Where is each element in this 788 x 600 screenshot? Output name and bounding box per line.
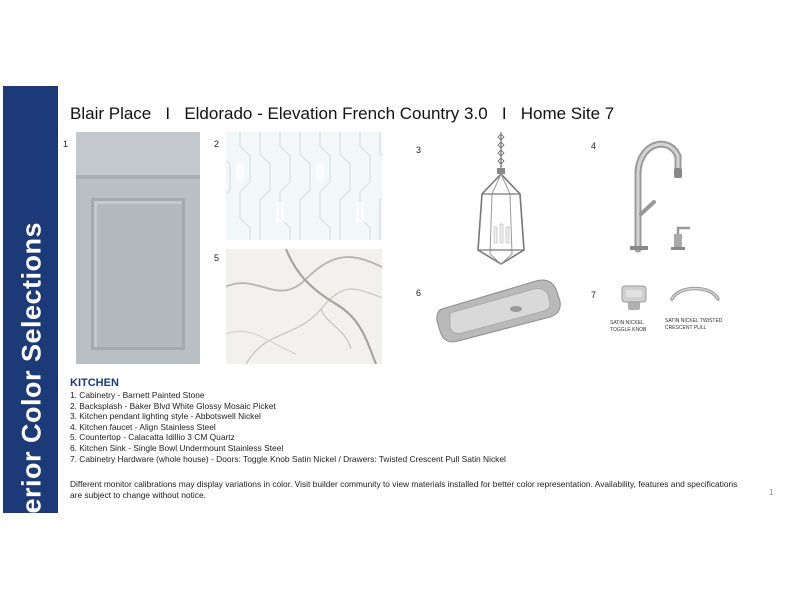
sidebar-banner <box>3 86 58 549</box>
list-item: 1. Cabinetry - Barnett Painted Stone <box>70 390 205 400</box>
item-number-4: 4 <box>591 141 597 151</box>
backsplash-tile-image <box>226 132 382 240</box>
item-number-1: 1 <box>63 139 69 149</box>
list-item: 7. Cabinetry Hardware (whole house) - Doors: Toggle Knob Satin Nickel / Drawers: Twisted Crescent Pull Satin Nickel <box>70 453 506 464</box>
disclaimer-text: Different monitor calibrations may display variations in color. Visit builder community to view materials installed for better color representation. Availability, features and specifications are subject to change without notice. <box>70 479 738 500</box>
sidebar-title: Interior Color Selections <box>16 221 47 549</box>
list-item: 5. Countertop - Calacatta Idillio 3 CM Quartz <box>70 432 235 443</box>
cabinet-door-image <box>76 132 200 364</box>
pendant-light-image <box>470 132 532 267</box>
kitchen-heading: KITCHEN <box>70 377 119 389</box>
kitchen-faucet-image <box>616 134 706 254</box>
page-title: Blair Place I Eldorado - Elevation French Country 3.0 I Home Site 7 <box>70 104 615 123</box>
cabinet-door-panel <box>91 198 185 350</box>
item-number-5: 5 <box>214 253 220 263</box>
page-number: 1 <box>769 488 774 497</box>
item-number-7: 7 <box>591 290 597 300</box>
cabinet-drawer-front <box>76 132 200 179</box>
kitchen-selections-list <box>70 390 506 464</box>
kitchen-sink-image <box>436 279 562 343</box>
list-item: 4. Kitchen faucet - Align Stainless Steel <box>70 421 216 432</box>
item-number-3: 3 <box>416 145 422 155</box>
list-item: 3. Kitchen pendant lighting style - Abbotswell Nickel <box>70 411 261 422</box>
toggle-knob-image <box>619 282 649 312</box>
quartz-countertop-image <box>226 249 382 364</box>
crescent-pull-image <box>669 283 721 305</box>
knob-caption: SATIN NICKEL TOGGLE KNOB <box>610 320 647 333</box>
list-item: 2. Backsplash - Baker Blvd White Glossy Mosaic Picket <box>70 400 276 411</box>
item-number-6: 6 <box>416 288 422 298</box>
item-number-2: 2 <box>214 139 220 149</box>
list-item: 6. Kitchen Sink - Single Bowl Undermount Stainless Steel <box>70 442 284 453</box>
pull-caption: SATIN NICKEL TWISTED CRESCENT PULL <box>665 318 723 331</box>
